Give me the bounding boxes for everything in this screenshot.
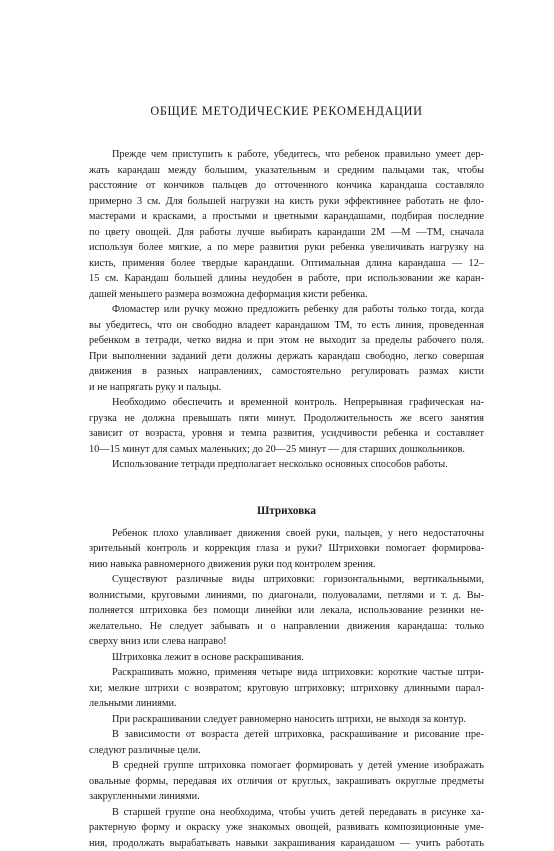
paragraph-senior-group: В старшей группе она необходима, чтобы учить детей передавать в рисунке ха- рактерную форму и окраску уже знакомых овощей, развивать композиционные уме- ния, продолжать вырабатывать навыки закрашивания карандашом — учить работать <box>89 805 484 851</box>
paragraph-methods: Использование тетради предполагает несколько основных способов работы. <box>89 457 484 473</box>
paragraph-hatching-intro: Ребенок плохо улавливает движения своей руки, пальцев, у него недостаточны зрительный контроль и коррекция глаза и руки? Штриховки помогает формирова- нию навыка равномерного движения руки под контролем зрения. <box>89 526 484 573</box>
paragraph-hatching-basis: Штриховка лежит в основе раскрашивания. <box>89 650 484 666</box>
paragraph-grip: Прежде чем приступить к работе, убедитесь, что ребенок правильно умеет дер- жать карандаш между большим, указательным и средним пальцами так, чтобы расстояние от кончиков пальцев до отточенного кончика карандаша составляло примерно 3 см. Для большей нагрузки на кисть руки эффективнее работать не фло- мастерами и красками, а простыми и цветными карандашами, подбирая последние по цвету овощей. Для работы лучше выбирать карандаши 2М —М —ТМ, сначала используя более мягкие, а по мере развития руки ребенка увеличивать нагрузку на кисть, применяя более твердые карандаши. Оптимальная длина карандаша — 12– 15 см. Карандаш большей длины неудобен в работе, при использовании же каран- дашей меньшего размера возможна деформация кисти ребенка. <box>89 147 484 302</box>
paragraph-middle-group: В средней группе штриховка помогает формировать у детей умение изображать овальные формы, передавая их отличия от круглых, закрашивать округлые предметы закругленными линиями. <box>89 758 484 805</box>
page-title: ОБЩИЕ МЕТОДИЧЕСКИЕ РЕКОМЕНДАЦИИ <box>89 104 484 119</box>
page-content <box>89 100 484 851</box>
paragraph-hatching-types: Существуют различные виды штриховки: горизонтальными, вертикальными, волнистыми, круговыми линиями, по диагонали, полуовалами, петлями и т. д. Вы- полняется штриховка без помощи линейки или лекала, использование резинки не- желательно. Не следует забывать и о направлении движения карандаша: только сверху вниз или слева направо! <box>89 572 484 650</box>
paragraph-coloring-rule: При раскрашивании следует равномерно наносить штрихи, не выходя за контур. <box>89 712 484 728</box>
paragraph-coloring-methods: Раскрашивать можно, применяя четыре вида штриховки: короткие частые штри- хи; мелкие штрихи с возвратом; круговую штриховку; штриховку длинными парал- лельными линиями. <box>89 665 484 712</box>
paragraph-marker: Фломастер или ручку можно предложить ребенку для работы только тогда, когда вы убедитесь, что он свободно владеет карандашом ТМ, то есть линия, проведенная ребенком в тетради, четко видна и при этом не выходит за пределы рабочего поля. При выполнении заданий дети должны держать карандаш свободно, легко совершая движения в разных направлениях, самостоятельно регулировать размах кисти и не напрягать руку и пальцы. <box>89 302 484 395</box>
section-heading-hatching: Штриховка <box>89 505 484 517</box>
paragraph-time-control: Необходимо обеспечить и временной контроль. Непрерывная графическая на- грузка не должна превышать пяти минут. Продолжительность же всего занятия зависит от возраста, уровня и темпа развития, усидчивости ребенка и составляет 10—15 минут для самых маленьких; до 20—25 минут — для старших дошкольников. <box>89 395 484 457</box>
paragraph-age-goals: В зависимости от возраста детей штриховка, раскрашивание и рисование пре- следуют различные цели. <box>89 727 484 758</box>
